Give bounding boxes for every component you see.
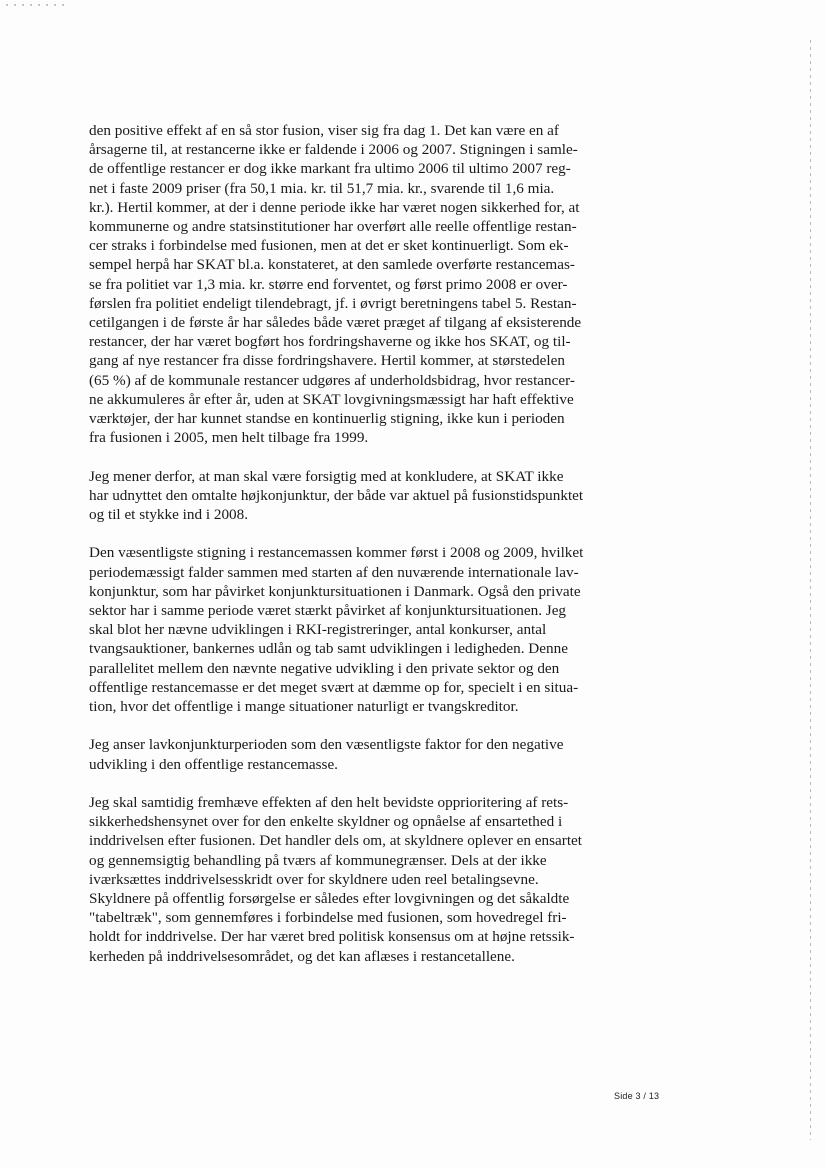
- text-line: den positive effekt af en så stor fusion, viser sig fra dag 1. Det kan være en af: [89, 122, 559, 139]
- text-line: sempel herpå har SKAT bl.a. konstateret, at den samlede overførte restancemas-: [89, 256, 575, 274]
- text-line: Jeg skal samtidig fremhæve effekten af den helt bevidste opprioritering af rets-: [89, 794, 569, 812]
- text-line: cer straks i forbindelse med fusionen, men at det er sket kontinuerligt. Som ek-: [89, 237, 569, 255]
- text-line: og til et stykke ind i 2008.: [89, 506, 249, 524]
- page-number: Side 3 / 13: [614, 1091, 660, 1101]
- text-line: inddrivelsen efter fusionen. Det handler dels om, at skyldnere oplever en ensartet: [89, 832, 583, 850]
- text-line: skal blot her nævne udviklingen i RKI-registreringer, antal konkurser, antal: [89, 621, 547, 639]
- text-line: sektor har i samme periode været stærkt påvirket af konjunktursituationen. Jeg: [89, 602, 567, 620]
- text-line: net i faste 2009 priser (fra 50,1 mia. kr. til 51,7 mia. kr., svarende til 1,6 mia.: [89, 179, 555, 197]
- text-line: cetilgangen i de første år har således både været præget af tilgang af eksisterende: [89, 314, 582, 332]
- text-line: holdt for inddrivelse. Der har været bred politisk konsensus om at højne retssik-: [89, 928, 575, 946]
- text-line: tion, hvor det offentlige i mange situationer naturligt er tvangskreditor.: [89, 698, 519, 716]
- text-line: konjunktur, som har påvirket konjunktursituationen i Danmark. Også den private: [89, 582, 581, 600]
- text-line: årsagerne til, at restancerne ikke er faldende i 2006 og 2007. Stigningen i samle-: [89, 141, 578, 159]
- text-line: periodemæssigt falder sammen med starten af den nuværende internationale lav-: [89, 563, 579, 581]
- paragraph: [89, 735, 619, 773]
- text-line: se fra politiet var 1,3 mia. kr. større end forventet, og først primo 2008 er over-: [89, 275, 568, 293]
- text-line: fra fusionen i 2005, men helt tilbage fra 1999.: [89, 429, 369, 447]
- text-line: restancer, der har været bogført hos fordringshaverne og ikke hos SKAT, og til-: [89, 333, 571, 351]
- text-line: har udnyttet den omtalte højkonjunktur, der både var aktuel på fusionstidspunktet: [89, 486, 584, 504]
- text-line: værktøjer, der har kunnet standse en kontinuerlig stigning, ikke kun i perioden: [89, 410, 565, 428]
- text-line: udvikling i den offentlige restancemasse.: [89, 755, 338, 773]
- scan-artifact: [6, 4, 66, 6]
- text-line: "tabeltræk", som gennemføres i forbindelse med fusionen, som hovedregel fri-: [89, 909, 567, 927]
- body-text: [89, 121, 619, 985]
- text-line: Skyldnere på offentlig forsørgelse er således efter lovgivningen og det såkaldte: [89, 890, 570, 908]
- text-line: Jeg mener derfor, at man skal være forsigtig med at konkludere, at SKAT ikke: [89, 467, 564, 485]
- scan-edge: [810, 40, 811, 1140]
- text-line: (65 %) af de kommunale restancer udgøres af underholdsbidrag, hvor restancer-: [89, 371, 575, 389]
- text-line: ne akkumuleres år efter år, uden at SKAT lovgivningsmæssigt har haft effektive: [89, 390, 574, 408]
- text-line: tvangsauktioner, bankernes udlån og tab samt udviklingen i ledigheden. Denne: [89, 640, 568, 658]
- paragraph: [89, 121, 619, 447]
- text-line: førslen fra politiet endeligt tilendebragt, jf. i øvrigt beretningens tabel 5. Restan-: [89, 294, 577, 312]
- paragraph: [89, 543, 619, 716]
- paragraph: [89, 467, 619, 525]
- text-line: de offentlige restancer er dog ikke markant fra ultimo 2006 til ultimo 2007 reg-: [89, 160, 571, 178]
- text-line: offentlige restancemasse er det meget svært at dæmme op for, specielt i en situa-: [89, 678, 579, 696]
- text-line: Den væsentligste stigning i restancemassen kommer først i 2008 og 2009, hvilket: [89, 544, 584, 562]
- text-line: Jeg anser lavkonjunkturperioden som den væsentligste faktor for den negative: [89, 736, 564, 754]
- text-line: kommunerne og andre statsinstitutioner har overført alle reelle offentlige restan-: [89, 218, 577, 236]
- paragraph: [89, 793, 619, 966]
- text-line: parallelitet mellem den nævnte negative udvikling i den private sektor og den: [89, 659, 560, 677]
- text-line: kerheden på inddrivelsesområdet, og det kan aflæses i restancetallene.: [89, 947, 515, 965]
- text-line: gang af nye restancer fra disse fordringshavere. Hertil kommer, at størstedelen: [89, 352, 565, 370]
- text-line: og gennemsigtig behandling på tværs af kommunegrænser. Dels at der ikke: [89, 851, 547, 869]
- text-line: sikkerhedshensynet over for den enkelte skyldner og opnåelse af ensartethed i: [89, 813, 563, 831]
- text-line: iværksættes inddrivelsesskridt over for skyldnere uden reel betalingsevne.: [89, 870, 539, 888]
- text-line: kr.). Hertil kommer, at der i denne periode ikke har været nogen sikkerhed for, at: [89, 198, 580, 216]
